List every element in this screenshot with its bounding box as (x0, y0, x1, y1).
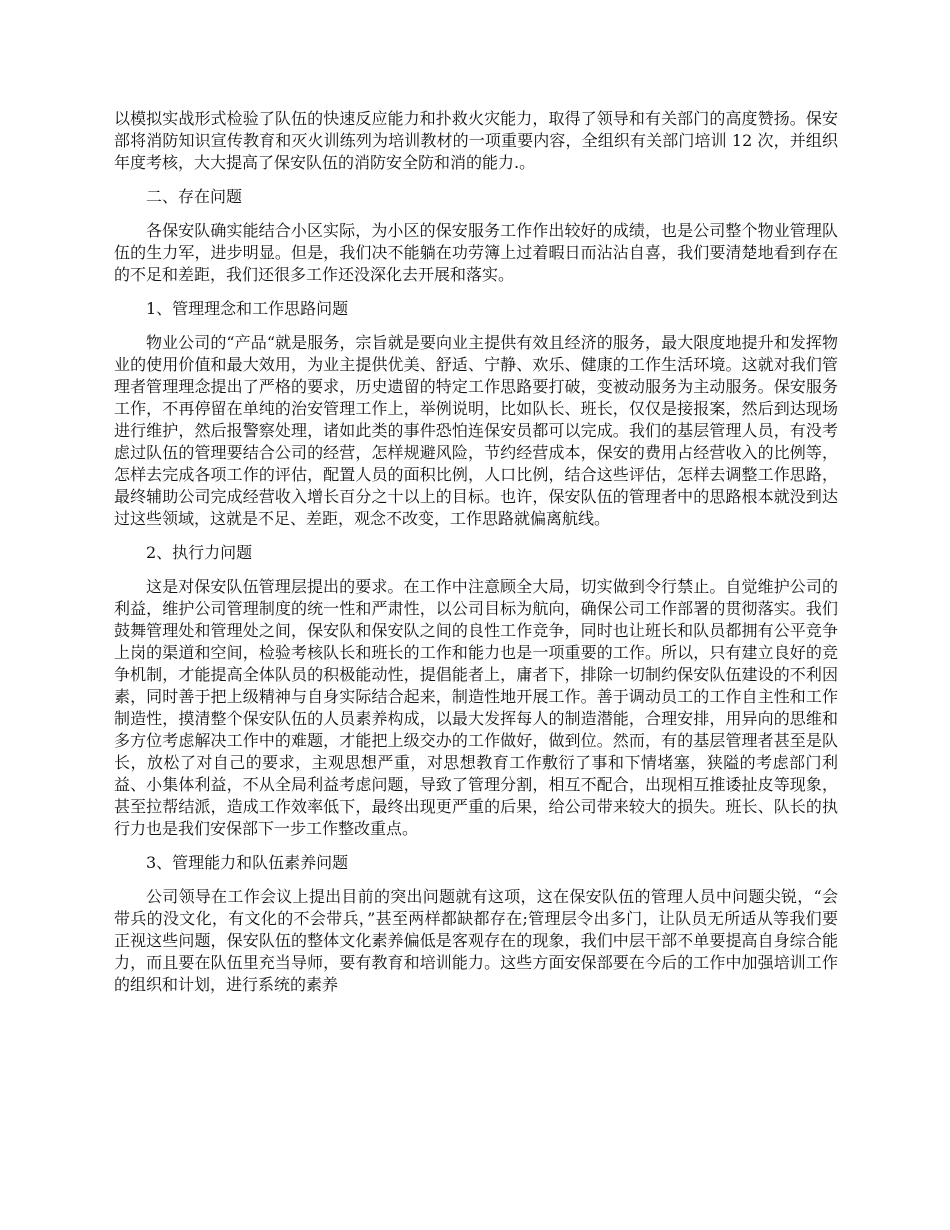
paragraph-intro: 以模拟实战形式检验了队伍的快速反应能力和扑救火灾能力，取得了领导和有关部门的高度赞扬。保安部将消防知识宣传教育和灭火训练列为培训教材的一项重要内容，全组织有关部门培训 12 次，并组织年度考核，大大提高了保安队伍的消防安全防和消的能力.。 (114, 109, 838, 172)
document-page (114, 108, 838, 1008)
paragraph-problems-overview: 各保安队确实能结合小区实际，为小区的保安服务工作作出较好的成绩，也是公司整个物业管理队伍的生力军，进步明显。但是，我们决不能躺在功劳簿上过着暇日而沾沾自喜，我们要清楚地看到存在的不足和差距，我们还很多工作还没深化去开展和落实。 (114, 221, 838, 284)
section-heading-problems: 二、存在问题 (146, 187, 243, 206)
paragraph-management-ability: 公司领导在工作会议上提出目前的突出问题就有这项，这在保安队伍的管理人员中问题尖锐，“会带兵的没文化，有文化的不会带兵，”甚至两样都缺都存在;管理层令出多门，让队员无所适从等我们要正视这些问题，保安队伍的整体文化素养偏低是客观存在的现象，我们中层干部不单要提高自身综合能力，而且要在队伍里充当导师，要有教育和培训能力。这些方面安保部要在今后的工作中加强培训工作的组织和计划，进行系统的素养 (114, 887, 838, 994)
subheading-execution: 2、执行力问题 (146, 543, 253, 562)
paragraph-execution: 这是对保安队伍管理层提出的要求。在工作中注意顾全大局，切实做到令行禁止。自觉维护公司的利益，维护公司管理制度的统一性和严肃性，以公司目标为航向，确保公司工作部署的贯彻落实。我们鼓舞管理处和管理处之间，保安队和保安队之间的良性工作竞争，同时也让班长和队员都拥有公平竞争上岗的渠道和空间，检验考核队长和班长的工作和能力也是一项重要的工作。所以，只有建立良好的竞争机制，才能提高全体队员的积极能动性，提倡能者上，庸者下，排除一切制约保安队伍建设的不利因素，同时善于把上级精神与自身实际结合起来，制造性地开展工作。善于调动员工的工作自主性和工作制造性，摸清整个保安队伍的人员素养构成，以最大发挥每人的制造潜能，合理安排，用异向的思维和多方位考虑解决工作中的难题，才能把上级交办的工作做好，做到位。然而，有的基层管理者甚至是队长，放松了对自己的要求，主观思想严重，对思想教育工作敷衍了事和下情堵塞，狭隘的考虑部门利益、小集体利益，不从全局利益考虑问题，导致了管理分割，相互不配合，出现相互推诿扯皮等现象，甚至拉帮结派，造成工作效率低下，最终出现更严重的后果，给公司带来较大的损失。班长、队长的执行力也是我们安保部下一步工作整改重点。 (114, 577, 838, 838)
paragraph-management-concept: 物业公司的“产品“就是服务，宗旨就是要向业主提供有效且经济的服务，最大限度地提升和发挥物业的使用价值和最大效用，为业主提供优美、舒适、宁静、欢乐、健康的工作生活环境。这就对我们管理者管理理念提出了严格的要求，历史遗留的特定工作思路要打破，变被动服务为主动服务。保安服务工作，不再停留在单纯的治安管理工作上，举例说明，比如队长、班长，仅仅是接报案，然后到达现场进行维护，然后报警察处理，诸如此类的事件恐怕连保安员都可以完成。我们的基层管理人员，有没考虑过队伍的管理要结合公司的经营，怎样规避风险，节约经营成本，保安的费用占经营收入的比例等，怎样去完成各项工作的评估，配置人员的面积比例，人口比例，结合这些评估，怎样去调整工作思路，最终辅助公司完成经营收入增长百分之十以上的目标。也许，保安队伍的管理者中的思路根本就没到达过这些领域，这就是不足、差距，观念不改变，工作思路就偏离航线。 (114, 333, 838, 528)
subheading-management-ability: 3、管理能力和队伍素养问题 (146, 853, 349, 872)
subheading-management-concept: 1、管理理念和工作思路问题 (146, 299, 349, 318)
